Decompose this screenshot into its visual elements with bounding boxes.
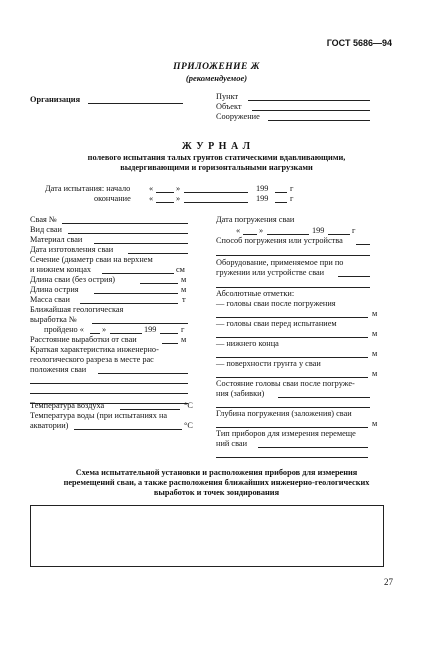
test-date-start-year: 199 — [256, 184, 269, 193]
journal-subtitle-2: выдергивающими и горизонтальными нагрузками — [120, 163, 313, 172]
driving-date-year-line — [328, 234, 350, 235]
brief-characteristic-line-1 — [98, 373, 188, 374]
length-no-tip-label: Длина сваи (без острия) — [30, 275, 116, 284]
depth-unit: м — [372, 419, 378, 428]
test-date-start-month-line — [184, 192, 248, 193]
standard-number: ГОСТ 5686—94 — [326, 38, 392, 48]
driving-date-close-quote: » — [259, 226, 264, 235]
brief-characteristic-line-3 — [30, 393, 188, 394]
equipment-label-1: Оборудование, применяемое при по — [216, 258, 344, 267]
equipment-line-1 — [338, 276, 370, 277]
air-temperature-label: Температура воздуха — [30, 401, 105, 410]
instruments-label-2: ний сваи — [216, 439, 248, 448]
distance-line — [162, 343, 178, 344]
air-temperature-unit: °С — [184, 401, 193, 410]
instruments-line-1 — [258, 447, 368, 448]
section-line — [102, 273, 174, 274]
water-temperature-unit: °С — [184, 421, 193, 430]
equipment-label-2: гружении или устройстве сваи — [216, 268, 325, 277]
head-before-test-unit: м — [372, 329, 378, 338]
pile-mass-line — [80, 303, 178, 304]
test-date-start-year-suffix: г — [290, 184, 294, 193]
depth-label: Глубина погружения (заложения) сваи — [216, 409, 352, 418]
scheme-frame — [30, 505, 384, 567]
passed-month-line — [110, 333, 142, 334]
scheme-caption-3: выработок и точек зондирования — [153, 488, 280, 497]
manufacture-date-line — [128, 253, 188, 254]
brief-characteristic-label-1: Краткая характеристика инженерно- — [30, 345, 159, 354]
head-state-line-2 — [216, 407, 370, 408]
head-state-line-1 — [278, 397, 370, 398]
section-label-1: Сечение (диаметр сваи на верхнем — [30, 255, 153, 264]
driving-date-year: 199 — [312, 226, 325, 235]
passed-year-suffix: г — [181, 325, 185, 334]
length-unit: м — [181, 275, 187, 284]
tip-unit: м — [181, 285, 187, 294]
driving-date-open-quote: « — [236, 226, 241, 235]
brief-characteristic-label-3: положения сваи — [30, 365, 87, 374]
absolute-marks-label: Абсолютные отметки: — [216, 289, 295, 298]
water-temperature-label-2: акватории) — [30, 421, 69, 430]
test-date-start-year-line — [275, 192, 287, 193]
head-state-label-1: Состояние головы сваи после погруже- — [216, 379, 355, 388]
pile-mass-label: Масса сваи — [30, 295, 70, 304]
test-date-end-day-line — [156, 202, 174, 203]
organization-label: Организация — [30, 95, 81, 104]
test-date-end-year-line — [275, 202, 287, 203]
distance-unit: м — [181, 335, 187, 344]
tip-length-label: Длина острия — [30, 285, 79, 294]
test-date-end-close-quote: » — [176, 194, 181, 203]
head-before-test-label: — головы сваи перед испытанием — [216, 319, 337, 328]
journal-title: Ж У Р Н А Л — [181, 141, 252, 152]
air-temperature-line — [120, 409, 180, 410]
driving-method-line-2 — [216, 255, 370, 256]
object-line — [252, 110, 370, 111]
structure-line — [268, 120, 370, 121]
appendix-note: (рекомендуемое) — [185, 73, 248, 83]
water-temperature-label-1: Температура воды (при испытаниях на — [30, 411, 168, 420]
test-date-end-month-line — [184, 202, 248, 203]
passed-day-line — [90, 333, 100, 334]
head-before-test-line — [216, 337, 368, 338]
point-line — [248, 100, 370, 101]
brief-characteristic-line-2 — [30, 383, 188, 384]
driving-method-label: Способ погружения или устройства — [216, 236, 343, 245]
organization-line — [88, 103, 183, 104]
test-date-end-label: окончание — [94, 194, 131, 203]
pile-material-label: Материал сваи — [30, 235, 83, 244]
driving-method-line — [356, 244, 370, 245]
point-label: Пункт — [216, 92, 239, 101]
pile-material-line — [94, 243, 188, 244]
instruments-line-2 — [216, 457, 368, 458]
depth-line — [216, 427, 368, 428]
head-after-driving-unit: м — [372, 309, 378, 318]
passed-close-quote: » — [102, 325, 107, 334]
object-label: Объект — [216, 102, 242, 111]
head-after-driving-line — [216, 317, 368, 318]
pile-type-label: Вид сваи — [30, 225, 62, 234]
structure-label: Сооружение — [216, 112, 260, 121]
scheme-caption-2: перемещений сваи, а также расположения ближайших инженерно-геологических — [63, 478, 370, 487]
head-after-driving-label: — головы сваи после погружения — [216, 299, 336, 308]
head-state-label-2: ния (забивки) — [216, 389, 265, 398]
pile-type-line — [68, 233, 188, 234]
passed-year: 199 — [144, 325, 157, 334]
journal-subtitle-1: полевого испытания талых грунтов статическими вдавливающими, — [87, 153, 346, 162]
ground-surface-label: — поверхности грунта у сваи — [216, 359, 321, 368]
ground-surface-unit: м — [372, 369, 378, 378]
test-date-start-open-quote: « — [149, 184, 154, 193]
test-date-start-label: Дата испытания: начало — [45, 184, 131, 193]
test-date-start-close-quote: » — [176, 184, 181, 193]
test-date-end-year-suffix: г — [290, 194, 294, 203]
lower-end-label: — нижнего конца — [216, 339, 279, 348]
equipment-line-2 — [216, 287, 370, 288]
section-unit: см — [176, 265, 185, 274]
distance-label: Расстояние выработки от сваи — [30, 335, 137, 344]
nearest-working-label-2: выработка № — [30, 315, 77, 324]
passed-year-line — [160, 333, 178, 334]
test-date-end-open-quote: « — [149, 194, 154, 203]
pile-number-line — [62, 223, 188, 224]
driving-date-year-suffix: г — [352, 226, 356, 235]
nearest-working-line — [92, 323, 188, 324]
passed-label: пройдено « — [44, 325, 84, 334]
lower-end-unit: м — [372, 349, 378, 358]
scheme-caption-1: Схема испытательной установки и расположения приборов для измерения — [75, 468, 358, 477]
water-temperature-line — [74, 429, 182, 430]
driving-date-label: Дата погружения сваи — [216, 215, 295, 224]
driving-date-month-line — [267, 234, 309, 235]
brief-characteristic-label-2: геологического разреза в месте рас — [30, 355, 154, 364]
mass-unit: т — [182, 295, 186, 304]
page-number: 27 — [384, 577, 393, 587]
appendix-title: ПРИЛОЖЕНИЕ Ж — [173, 62, 260, 72]
driving-date-day-line — [243, 234, 257, 235]
section-label-2: и нижнем концах — [30, 265, 92, 274]
manufacture-date-label: Дата изготовления сваи — [30, 245, 114, 254]
nearest-working-label-1: Ближайшая геологическая — [30, 305, 124, 314]
ground-surface-line — [216, 377, 368, 378]
instruments-label-1: Тип приборов для измерения перемеще — [216, 429, 356, 438]
lower-end-line — [216, 357, 368, 358]
pile-number-label: Свая № — [30, 215, 57, 224]
test-date-start-day-line — [156, 192, 174, 193]
tip-length-line — [94, 293, 178, 294]
test-date-end-year: 199 — [256, 194, 269, 203]
length-no-tip-line — [140, 283, 178, 284]
